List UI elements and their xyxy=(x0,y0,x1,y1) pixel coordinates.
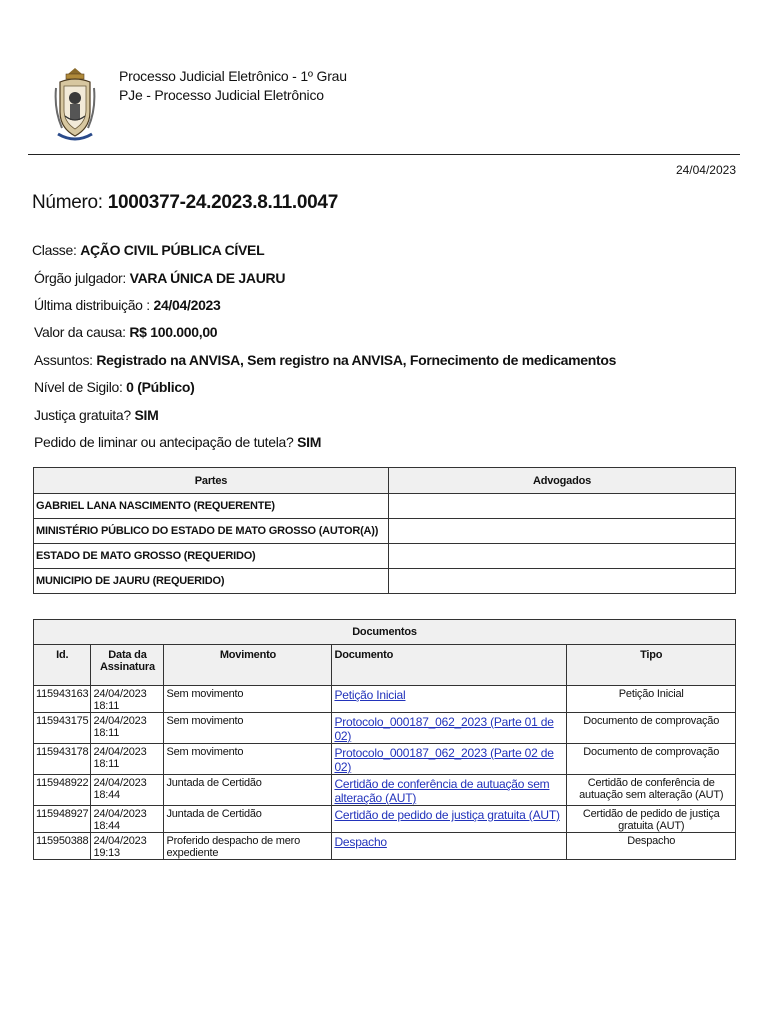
party-row xyxy=(34,544,736,569)
party-lawyers xyxy=(389,494,736,519)
party-row xyxy=(34,569,736,594)
document-type: Despacho xyxy=(567,833,736,860)
field-value: R$ 100.000,00 xyxy=(129,324,218,340)
document-link[interactable]: Despacho xyxy=(334,835,387,849)
field-value: SIM xyxy=(134,407,159,423)
document-date: 24/04/2023 18:44 xyxy=(91,775,164,806)
field-pedido-liminar xyxy=(34,434,321,450)
document-movement: Juntada de Certidão xyxy=(164,806,332,833)
system-name: Processo Judicial Eletrônico - 1º Grau xyxy=(119,68,347,84)
field-label: Justiça gratuita? xyxy=(34,407,135,423)
document-movement: Juntada de Certidão xyxy=(164,775,332,806)
field-value: SIM xyxy=(297,434,322,450)
column-header-advogados: Advogados xyxy=(389,468,736,494)
parties-header-row xyxy=(34,468,736,494)
party-lawyers xyxy=(389,544,736,569)
document-movement: Sem movimento xyxy=(164,744,332,775)
process-number xyxy=(32,192,338,214)
document-id: 115948927 xyxy=(34,806,91,833)
field-assuntos xyxy=(34,352,616,368)
document-id: 115943178 xyxy=(34,744,91,775)
column-header-tipo: Tipo xyxy=(567,645,736,686)
field-nivel-sigilo xyxy=(34,379,194,395)
document-id: 115943175 xyxy=(34,713,91,744)
documents-title-row xyxy=(34,620,736,645)
document-link[interactable]: Petição Inicial xyxy=(334,688,406,702)
field-value: 0 (Público) xyxy=(126,379,195,395)
document-id: 115950388 xyxy=(34,833,91,860)
field-value: AÇÃO CIVIL PÚBLICA CÍVEL xyxy=(80,242,265,258)
document-id: 115948922 xyxy=(34,775,91,806)
document-link[interactable]: Protocolo_000187_062_2023 (Parte 02 de 02) xyxy=(334,746,554,774)
field-justica-gratuita xyxy=(34,407,158,423)
documents-title: Documentos xyxy=(34,620,736,645)
document-header xyxy=(28,58,740,150)
party-name: ESTADO DE MATO GROSSO (REQUERIDO) xyxy=(34,544,389,569)
party-name: MUNICIPIO DE JAURU (REQUERIDO) xyxy=(34,569,389,594)
document-type: Certidão de pedido de justiça gratuita (AUT) xyxy=(567,806,736,833)
document-row xyxy=(34,686,736,713)
column-header-data: Data da Assinatura xyxy=(91,645,164,686)
document-link[interactable]: Certidão de pedido de justiça gratuita (AUT) xyxy=(334,808,560,822)
document-type: Documento de comprovação xyxy=(567,744,736,775)
party-row xyxy=(34,519,736,544)
document-date: 24/04/2023 18:11 xyxy=(91,744,164,775)
column-header-movimento: Movimento xyxy=(164,645,332,686)
document-row xyxy=(34,806,736,833)
document-date: 24/04/2023 18:44 xyxy=(91,806,164,833)
document-row xyxy=(34,713,736,744)
field-classe xyxy=(32,242,264,258)
document-date: 24/04/2023 xyxy=(675,163,736,177)
field-label: Nível de Sigilo: xyxy=(34,379,127,395)
field-valor-causa xyxy=(34,324,217,340)
document-type: Certidão de conferência de autuação sem alteração (AUT) xyxy=(567,775,736,806)
document-id: 115943163 xyxy=(34,686,91,713)
field-value: 24/04/2023 xyxy=(153,297,221,313)
party-lawyers xyxy=(389,519,736,544)
party-row xyxy=(34,494,736,519)
party-name: GABRIEL LANA NASCIMENTO (REQUERENTE) xyxy=(34,494,389,519)
document-row xyxy=(34,744,736,775)
party-name: MINISTÉRIO PÚBLICO DO ESTADO DE MATO GROSSO (AUTOR(A)) xyxy=(34,519,389,544)
field-label: Órgão julgador: xyxy=(34,270,130,286)
document-type: Petição Inicial xyxy=(567,686,736,713)
document-type: Documento de comprovação xyxy=(567,713,736,744)
document-movement: Sem movimento xyxy=(164,686,332,713)
document-date: 24/04/2023 19:13 xyxy=(91,833,164,860)
document-movement: Sem movimento xyxy=(164,713,332,744)
field-label: Valor da causa: xyxy=(34,324,130,340)
column-header-documento: Documento xyxy=(332,645,567,686)
document-row xyxy=(34,833,736,860)
party-lawyers xyxy=(389,569,736,594)
document-date: 24/04/2023 18:11 xyxy=(91,713,164,744)
document-movement: Proferido despacho de mero expediente xyxy=(164,833,332,860)
document-link[interactable]: Protocolo_000187_062_2023 (Parte 01 de 02) xyxy=(334,715,554,743)
field-label: Pedido de liminar ou antecipação de tutela? xyxy=(34,434,298,450)
field-ultima-distribuicao xyxy=(34,297,221,313)
field-label: Última distribuição : xyxy=(34,297,154,313)
field-value: Registrado na ANVISA, Sem registro na ANVISA, Fornecimento de medicamentos xyxy=(96,352,617,368)
document-date: 24/04/2023 18:11 xyxy=(91,686,164,713)
field-label: Assuntos: xyxy=(34,352,97,368)
system-subtitle: PJe - Processo Judicial Eletrônico xyxy=(119,87,324,103)
column-header-partes: Partes xyxy=(34,468,389,494)
header-divider xyxy=(28,154,740,155)
field-orgao-julgador xyxy=(34,270,285,286)
document-row xyxy=(34,775,736,806)
document-link[interactable]: Certidão de conferência de autuação sem alteração (AUT) xyxy=(334,777,550,805)
documents-table xyxy=(33,619,736,860)
field-value: VARA ÚNICA DE JAURU xyxy=(129,270,286,286)
column-header-id: Id. xyxy=(34,645,91,686)
documents-header-row xyxy=(34,645,736,686)
coat-of-arms-icon xyxy=(52,66,98,146)
process-number-label: Número: xyxy=(32,192,108,213)
process-number-value: 1000377-24.2023.8.11.0047 xyxy=(107,192,338,213)
parties-table xyxy=(33,467,736,594)
field-label: Classe: xyxy=(32,242,81,258)
